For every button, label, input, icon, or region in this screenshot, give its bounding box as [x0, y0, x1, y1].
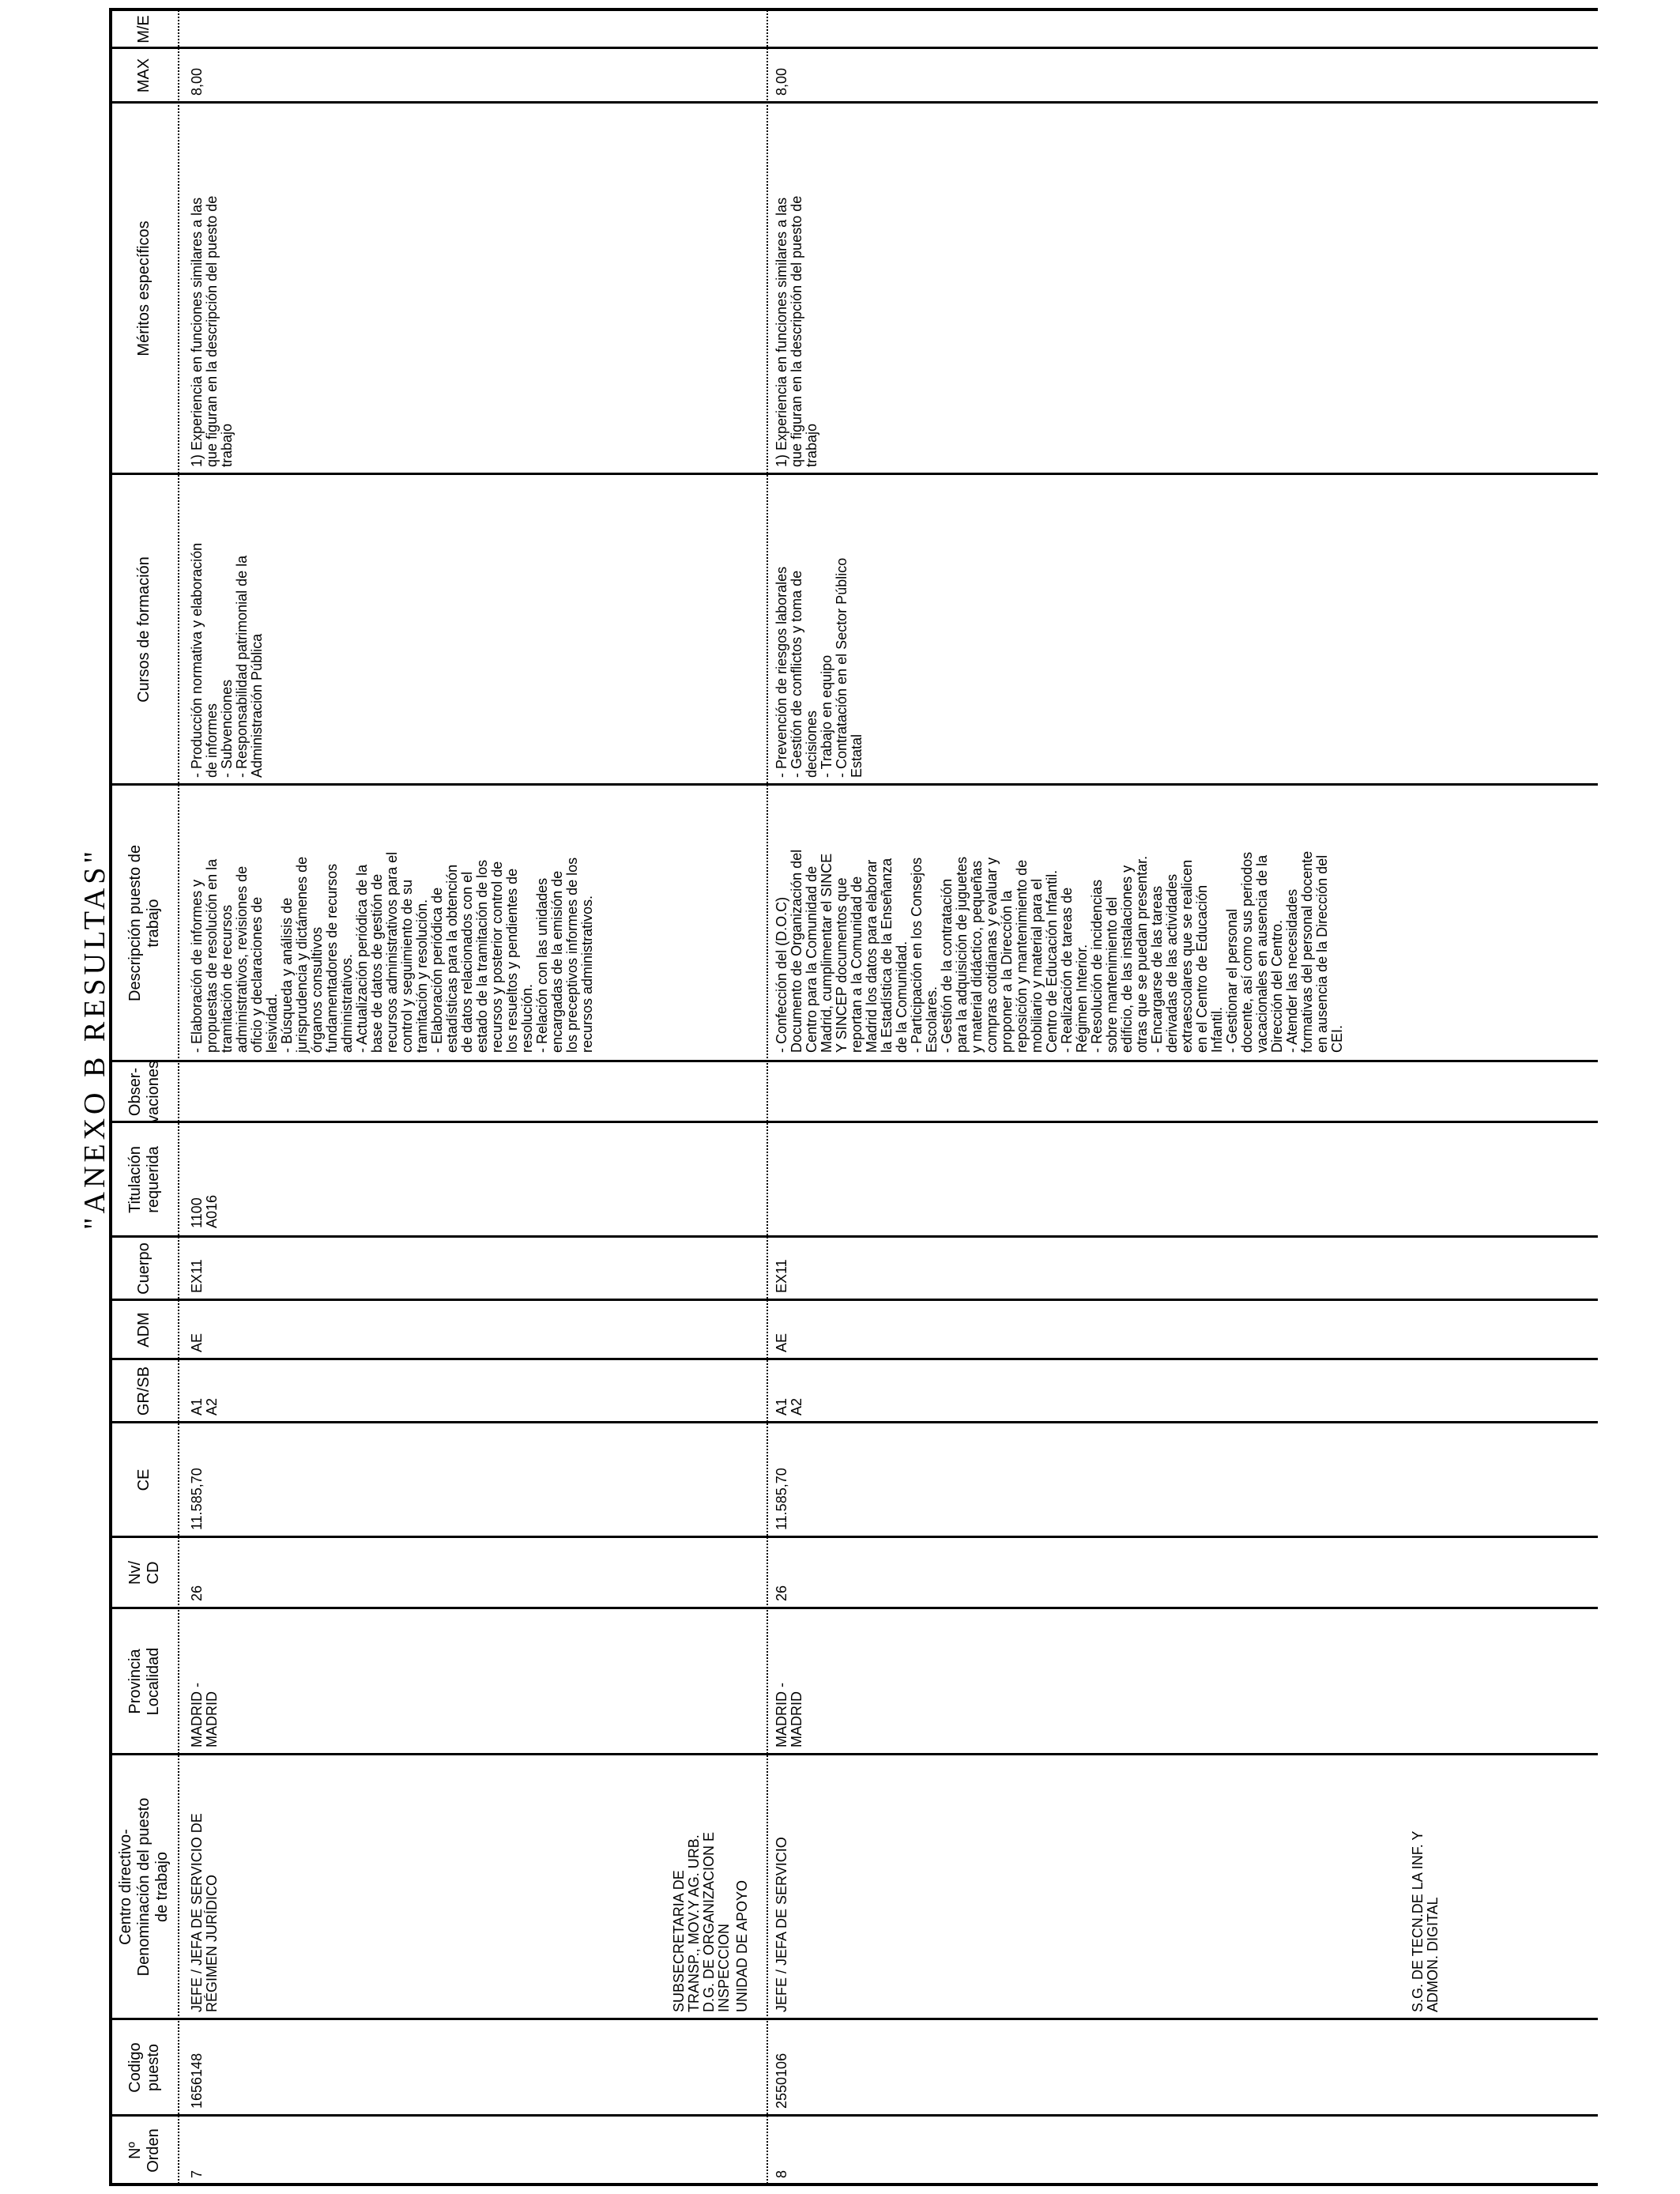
column-divider — [109, 1607, 1598, 1609]
header-nivel: Nv/ CD — [126, 1561, 162, 1585]
group-header-sg-tecnologias: S.G. DE TECN.DE LA INF. Y ADMON. DIGITAL — [1410, 1830, 1441, 2012]
header-separator — [178, 8, 179, 2186]
cell-cursos: - Prevención de riesgos laborales - Gestión de conflictos y toma de decisiones - Trabajo en equipo - Contratación en el Sector Público Estatal — [774, 557, 864, 778]
header-cuerpo: Cuerpo — [135, 1242, 153, 1295]
cell-descripcion: - Confección del (D.O.C) Documento de Organización del Centro para la Comunidad de Madrid, cumplimentar el SINCE Y SINCEP documentos que reportan a la Comunidad de Madrid los datos para elaborar la Estadística de la Enseñanza de la Comunidad. - Participación en los Consejos Escolares. - Gestión de la contratación para la adquisición de juguetes y material didáctico, pequeñas compras cotidianas y evaluar y proponer a la Dirección la reposición y mantenimiento de mobiliario y material para el Centro de Educación Infantil. - Realización de tareas de Régimen Interior. - Resolución de incidencias sobre mantenimiento del edificio, de las instalaciones y otras que se puedan presentar. - Encargarse de las tareas derivadas de las actividades extraescolares que se realicen en el Centro de Educación Infantil. - Gestionar el personal docente, así como sus periodos vacacionales en ausencia de la Dirección del Centro. - Atender las necesidades formativas del personal docente en ausencia de la Dirección del CEI. — [774, 849, 1345, 1053]
cell-descripcion: - Elaboración de informes y propuestas de resolución en la tramitación de recursos administrativos, revisiones de oficio y declaraciones de lesividad. - Búsqueda y análisis de jurisprudencia y dictámenes de órganos consultivos fundamentadores de recursos administrativos. - Actualización periódica de la base de datos de gestión de recursos administrativos para el control y seguimiento de su tramitación y resolución. - Elaboración periódica de estadísticas para la obtención de datos relacionados con el estado de la tramitación de los recursos y posterior control de los resueltos y pendientes de resolución. - Relación con las unidades encargadas de la emisión de los preceptivos informes de los recursos administrativos. — [189, 851, 595, 1053]
header-titulacion: Titulación requerida — [126, 1146, 162, 1213]
column-divider — [109, 2018, 1598, 2020]
header-centro-directivo: Centro directivo- Denominación del puesto de trabajo — [117, 1797, 171, 1977]
column-divider — [109, 1536, 1598, 1538]
header-provincia-localidad: Provincia Localidad — [126, 1647, 162, 1716]
header-descripcion: Descripción puesto de trabajo — [126, 845, 162, 1001]
column-divider — [109, 2114, 1598, 2117]
column-divider — [109, 1235, 1598, 1238]
group-header-unidad-apoyo: UNIDAD DE APOYO — [734, 1879, 750, 2012]
cell-grupo: A1 A2 — [189, 1397, 220, 1416]
cell-provincia: MADRID - MADRID — [189, 1683, 220, 1747]
header-orden: Nº Orden — [126, 2128, 162, 2173]
cell-adm: AE — [774, 1333, 789, 1352]
cell-meritos: 1) Experiencia en funciones similares a las que figuran en la descripción del puesto de trabajo — [189, 195, 235, 467]
cell-max: 8,00 — [774, 67, 789, 96]
table-left-border — [109, 2183, 1598, 2186]
row-separator — [767, 8, 768, 2186]
document-title: "ANEXO B RESULTAS" — [78, 847, 111, 1230]
cell-ce: 11.585,70 — [774, 1468, 789, 1530]
cell-denominacion: JEFE / JEFA DE SERVICIO — [774, 1837, 789, 2012]
cell-adm: AE — [189, 1333, 205, 1352]
column-divider — [109, 47, 1598, 49]
header-codigo-puesto: Codigo puesto — [126, 2042, 162, 2093]
table-right-border — [109, 8, 1598, 11]
header-meritos: Méritos específicos — [135, 221, 153, 356]
group-header-subsecretaria: SUBSECRETARIA DE TRANSP., MOV.Y AG. URB. D.G. DE ORGANIZACION E INSPECCION — [671, 1831, 732, 2012]
header-max: MAX — [135, 58, 153, 93]
column-divider — [109, 1358, 1598, 1360]
cell-codigo: 1656148 — [189, 2053, 205, 2109]
cell-orden: 7 — [189, 2169, 205, 2178]
cell-titulacion: 1100 A016 — [189, 1194, 220, 1228]
cell-ce: 11.585,70 — [189, 1468, 205, 1530]
header-cursos: Cursos de formación — [135, 556, 153, 703]
header-me: M/E — [135, 15, 153, 43]
cell-denominacion: JEFE / JEFA DE SERVICIO DE RÉGIMEN JURÍDICO — [189, 1813, 220, 2012]
cell-orden: 8 — [774, 2169, 789, 2178]
cell-codigo: 2550106 — [774, 2053, 789, 2109]
cell-cuerpo: EX11 — [189, 1259, 205, 1293]
cell-meritos: 1) Experiencia en funciones similares a las que figuran en la descripción del puesto de trabajo — [774, 195, 819, 467]
column-divider — [109, 1060, 1598, 1062]
column-divider — [109, 783, 1598, 786]
cell-max: 8,00 — [189, 67, 205, 96]
column-divider — [109, 1753, 1598, 1755]
column-divider — [109, 1421, 1598, 1423]
header-observaciones: Obser- vaciones — [126, 1061, 162, 1123]
cell-nivel: 26 — [774, 1585, 789, 1601]
header-ce: CE — [135, 1468, 153, 1491]
header-grupo: GR/SB — [135, 1366, 153, 1416]
cell-cursos: - Producción normativa y elaboración de informes - Subvenciones - Responsabilidad patrimonial de la Administración Pública — [189, 542, 265, 778]
column-divider — [109, 101, 1598, 104]
cell-cuerpo: EX11 — [774, 1259, 789, 1293]
header-adm: ADM — [135, 1312, 153, 1348]
cell-provincia: MADRID - MADRID — [774, 1683, 804, 1747]
cell-grupo: A1 A2 — [774, 1397, 804, 1416]
column-divider — [109, 473, 1598, 475]
cell-nivel: 26 — [189, 1585, 205, 1601]
column-divider — [109, 1121, 1598, 1123]
column-divider — [109, 1299, 1598, 1301]
